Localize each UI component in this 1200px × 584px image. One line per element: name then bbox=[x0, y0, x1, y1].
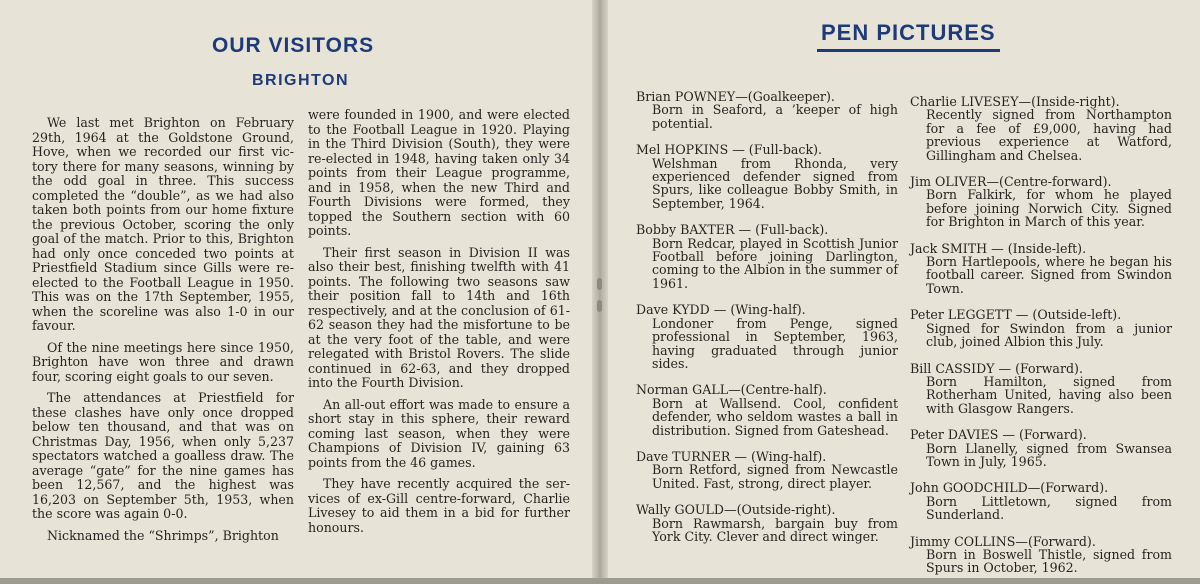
player-name: Peter LEGGETT — (Outside-left). bbox=[910, 307, 1122, 323]
paragraph: Of the nine meetings here since 1950, Brighton have won three and drawn four, scoring eight goals to our seven. bbox=[32, 339, 294, 384]
player-entry bbox=[636, 90, 898, 130]
paragraph: An all-out effort was made to ensure a short stay in this sphere, their reward coming last season, when they were Champions of Division IV, gaining 63 points from the 46 games. bbox=[308, 396, 570, 470]
page-title: OUR VISITORS bbox=[212, 34, 375, 57]
player-description: Born in Boswell Thistle, signed from Spurs in October, 1962. bbox=[926, 546, 1172, 576]
player-description: Welshman from Rhonda, very experienced defender signed from Spurs, like colleague Bobby Smith, in September, 1964. bbox=[652, 155, 898, 211]
player-description: Recently signed from Northampton for a fee of £9,000, having had previous experience at Watford, Gillingham and Chelsea. bbox=[926, 107, 1172, 163]
player-entry bbox=[636, 450, 898, 490]
player-name: Wally GOULD—(Outside-right). bbox=[636, 502, 836, 518]
player-name: Bill CASSIDY — (Forward). bbox=[910, 360, 1083, 376]
player-description: Born Llanelly, signed from Swansea Town in July, 1965. bbox=[926, 440, 1172, 469]
player-description: Born Falkirk, for whom he played before joining Norwich City. Signed for Brighton in March of this year. bbox=[926, 187, 1172, 230]
player-name: John GOODCHILD—(Forward). bbox=[910, 480, 1109, 496]
player-entry bbox=[636, 143, 898, 210]
player-description: Londoner from Penge, signed professional in September, 1963, having graduated through junior sides. bbox=[652, 315, 898, 371]
right-page bbox=[602, 0, 1200, 584]
staple-icon bbox=[597, 278, 602, 290]
player-name: Dave TURNER — (Wing-half). bbox=[636, 448, 827, 464]
staple-icon bbox=[597, 300, 602, 312]
player-description: Born Rawmarsh, bargain buy from York City. Clever and direct winger. bbox=[652, 515, 898, 544]
player-name: Dave KYDD — (Wing-half). bbox=[636, 302, 806, 318]
left-page bbox=[0, 0, 598, 584]
player-entry bbox=[910, 428, 1172, 468]
player-name: Jack SMITH — (Inside-left). bbox=[910, 240, 1087, 256]
player-name: Jim OLIVER—(Centre-forward). bbox=[910, 174, 1112, 190]
player-entry bbox=[636, 383, 898, 437]
player-name: Peter DAVIES — (Forward). bbox=[910, 427, 1087, 443]
player-name: Mel HOPKINS — (Full-back). bbox=[636, 142, 823, 158]
player-entry bbox=[910, 535, 1172, 575]
player-entry bbox=[910, 175, 1172, 229]
player-name: Brian POWNEY—(Goalkeeper). bbox=[636, 89, 835, 104]
player-column-2 bbox=[910, 95, 1172, 584]
player-description: Born Littletown, signed from Sunderland. bbox=[926, 493, 1172, 523]
paragraph: They have recently acquired the services of ex-Gill centre-forward, Charlie Livesey to aid them in a bid for further honours. bbox=[308, 476, 570, 535]
article-column-2 bbox=[308, 108, 570, 542]
player-entry bbox=[910, 481, 1172, 521]
player-entry bbox=[636, 223, 898, 290]
page-bottom-edge bbox=[0, 578, 1200, 584]
article-column-1 bbox=[32, 116, 294, 550]
player-description: Signed for Swindon from a junior club, joined Albion this July. bbox=[926, 320, 1172, 350]
player-column-1 bbox=[636, 90, 898, 556]
paragraph: We last met Brighton on February 29th, 1964 at the Goldstone Ground, Hove, when we recorded our first victory there for many seasons, winning by the odd goal in three. This success completed the “double”, as we had also taken both points from our home fixture the previous October, scoring the only goal of the match. Prior to this, Brighton had only once conceded two points at Priestfield Stadium since Gills were re-elected to the Football League in 1950. This was on the 17th September, 1955, when the scoreline was also 1-0 in our favour. bbox=[32, 115, 294, 333]
page-title: PEN PICTURES bbox=[817, 20, 1000, 52]
player-entry bbox=[910, 242, 1172, 296]
paragraph: were founded in 1900, and were elected to the Football League in 1920. Playing in the Third Division (South), they were re-elected in 1948, having taken only 34 points from their League programme, and in 1958, when the new Third and Fourth Divisions were formed, they topped the Southern section with 60 points. bbox=[308, 107, 570, 238]
player-description: Born at Wallsend. Cool, confident defender, who seldom wastes a ball in distribution. Signed from Gateshead. bbox=[652, 395, 898, 438]
player-description: Born Hamilton, signed from Rotherham United, having also been with Glasgow Rangers. bbox=[926, 373, 1172, 416]
section-subtitle: BRIGHTON bbox=[252, 72, 350, 89]
paragraph: Nicknamed the “Shrimps”, Brighton bbox=[47, 527, 279, 543]
player-entry bbox=[636, 503, 898, 543]
paragraph: The attendances at Priestfield for these clashes have only once dropped below ten thousand, and that was on Christmas Day, 1956, when only 5,237 spectators watched a goalless draw. The average “gate” for the nine games has been 12,567, and the highest was 16,203 on September 5th, 1953, when the score was again 0-0. bbox=[32, 390, 294, 521]
player-entry bbox=[636, 303, 898, 370]
player-description: Born Hartlepools, where he began his football career. Signed from Swindon Town. bbox=[926, 254, 1172, 296]
book-gutter bbox=[592, 0, 608, 584]
player-description: Born Retford, signed from Newcastle United. Fast, strong, direct player. bbox=[652, 462, 898, 491]
paragraph: Their first season in Division II was also their best, finishing twelfth with 41 points. The following two seasons saw their position fall to 14th and 16th respectively, and at the conclusion of 61-62 season they had the misfortune to be at the very foot of the table, and were relegated with Bristol Rovers. The slide continued in 62-63, and they dropped into the Fourth Division. bbox=[308, 244, 570, 390]
player-name: Jimmy COLLINS—(Forward). bbox=[910, 533, 1096, 549]
player-entry bbox=[910, 362, 1172, 416]
player-name: Charlie LIVESEY—(Inside-right). bbox=[910, 94, 1120, 109]
player-description: Born Redcar, played in Scottish Junior Football before joining Darlington, coming to the Albion in the summer of 1961. bbox=[652, 235, 898, 291]
player-name: Norman GALL—(Centre-half). bbox=[636, 382, 827, 398]
player-entry bbox=[910, 308, 1172, 348]
player-entry bbox=[910, 95, 1172, 162]
player-description: Born in Seaford, a ’keeper of high potential. bbox=[652, 102, 898, 131]
player-name: Bobby BAXTER — (Full-back). bbox=[636, 222, 829, 238]
